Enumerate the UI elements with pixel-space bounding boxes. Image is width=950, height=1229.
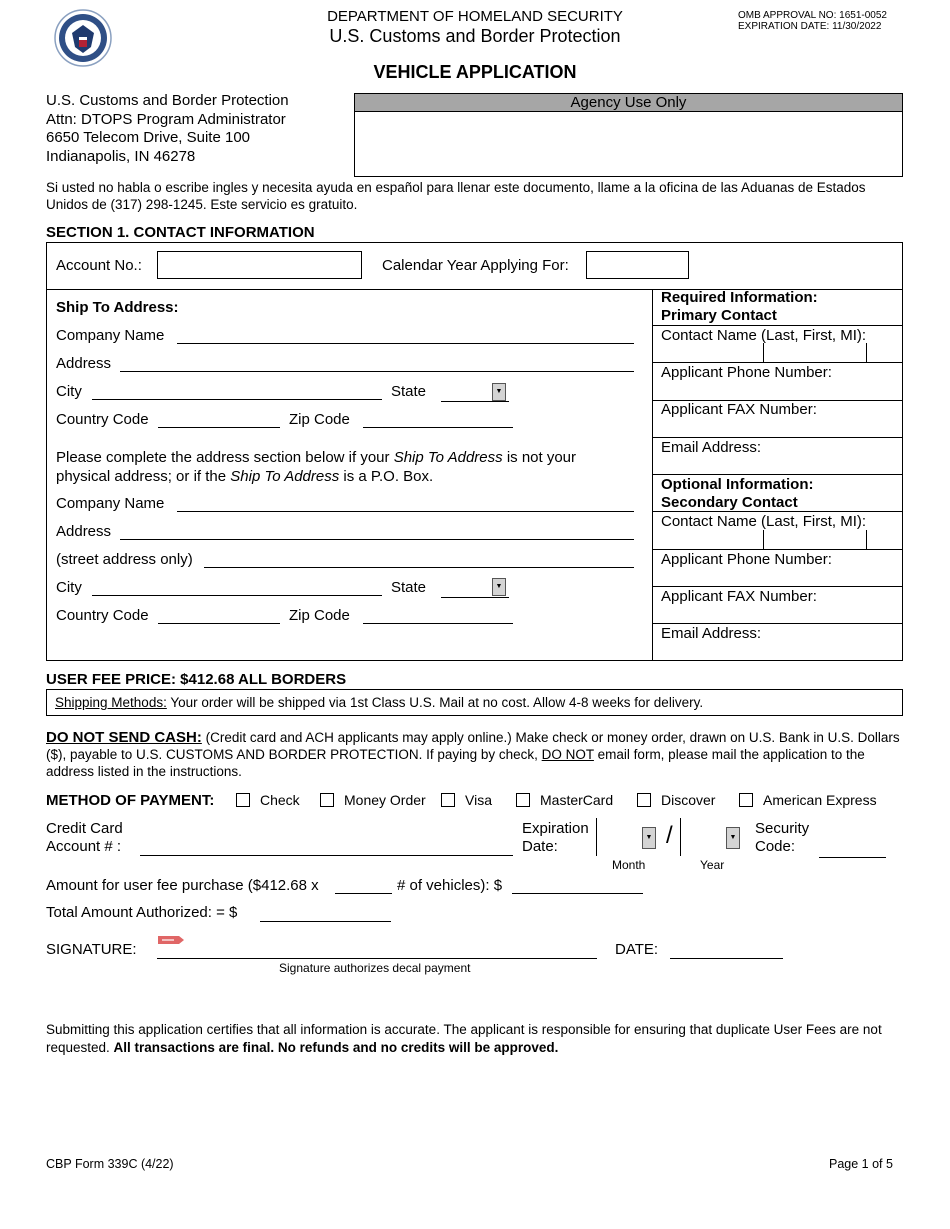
expiration-label: [522, 820, 589, 856]
primary-phone-label: Applicant Phone Number:: [661, 364, 832, 381]
date-field[interactable]: [670, 958, 783, 959]
zip-code-2-field[interactable]: [363, 623, 513, 624]
note-text: Please complete the address section below if your: [56, 449, 394, 466]
street-only-field[interactable]: [204, 567, 634, 568]
ship-to-title: Ship To Address:: [56, 299, 179, 316]
address-2-field[interactable]: [120, 539, 634, 540]
cash-text: (Credit card and ACH applicants may apply online.) Make check or money order, drawn on U.S. Bank in U.S. Dollars ($), payable to U.S. CUSTOMS AND BORDER PROTECTION. If paying by check,: [46, 730, 900, 762]
sign-here-tag[interactable]: [158, 931, 184, 939]
money-order-checkbox[interactable]: [320, 793, 334, 807]
name-divider: [763, 530, 764, 549]
security-code-field[interactable]: [819, 857, 886, 858]
cash-label: DO NOT SEND CASH:: [46, 729, 202, 746]
month-label: Month: [612, 858, 646, 872]
country-code-2-field[interactable]: [158, 623, 280, 624]
physical-address-note: [56, 448, 616, 486]
month-dropdown[interactable]: ▼: [642, 827, 656, 849]
country-code-field[interactable]: [158, 427, 280, 428]
note-italic: Ship To Address: [230, 468, 340, 485]
city-2-label: City: [56, 579, 82, 596]
visa-label: Visa: [465, 792, 492, 808]
address-line-2: Attn: DTOPS Program Administrator: [46, 110, 286, 128]
check-label: Check: [260, 792, 300, 808]
date-label: DATE:: [615, 941, 659, 958]
divider: [652, 586, 903, 587]
agency-use-header: Agency Use Only: [355, 94, 902, 112]
zip-code-2-label: Zip Code: [289, 607, 350, 624]
divider: [652, 362, 903, 363]
account-label: Account No.:: [56, 257, 142, 274]
cash-text: email form, please mail the application to the address listed in the instructions.: [46, 747, 865, 779]
year-label: Year: [700, 858, 725, 872]
section-1-title: SECTION 1. CONTACT INFORMATION: [46, 224, 315, 241]
signature-label: SIGNATURE:: [46, 941, 137, 958]
form-number: CBP Form 339C (4/22): [46, 1157, 174, 1171]
vehicles-count-field[interactable]: [335, 893, 392, 894]
cc-label-1: Credit Card: [46, 820, 123, 837]
expiration-date: EXPIRATION DATE: 11/30/2022: [738, 21, 882, 32]
address-field[interactable]: [120, 371, 634, 372]
company-name-field[interactable]: [177, 343, 634, 344]
company-name-label: Company Name: [56, 327, 165, 344]
certification-text: [46, 1021, 906, 1057]
divider: [652, 437, 903, 438]
certify-text: Submitting this application certifies that all information is accurate. The applicant is responsible for ensuring that duplicate User Fees are not requested.: [46, 1022, 882, 1055]
divider: [652, 623, 903, 624]
discover-label: Discover: [661, 792, 716, 808]
street-only-label: (street address only): [56, 551, 193, 568]
secondary-fax-label: Applicant FAX Number:: [661, 588, 817, 605]
secondary-phone-label: Applicant Phone Number:: [661, 551, 832, 568]
american-express-label: American Express: [763, 792, 877, 808]
department-name: DEPARTMENT OF HOMELAND SECURITY: [327, 8, 623, 25]
address-line-3: 6650 Telecom Drive, Suite 100: [46, 129, 251, 146]
page-number: Page 1 of 5: [829, 1157, 893, 1171]
state-label: State: [391, 383, 427, 400]
signature-note: Signature authorizes decal payment: [279, 961, 471, 975]
address-2-label: Address: [56, 523, 112, 540]
divider: [652, 549, 903, 550]
year-dropdown[interactable]: ▼: [726, 827, 740, 849]
sec-label-1: Security: [755, 820, 810, 837]
agency-name: U.S. Customs and Border Protection: [329, 26, 621, 46]
state-dropdown[interactable]: ▼: [492, 383, 506, 401]
optional-info-title: [661, 476, 813, 512]
signature-field[interactable]: [157, 958, 597, 959]
mastercard-checkbox[interactable]: [516, 793, 530, 807]
shipping-label: Shipping Methods:: [55, 695, 167, 710]
cash-do-not: DO NOT: [541, 747, 594, 762]
account-input[interactable]: [157, 251, 362, 279]
credit-card-label: [46, 820, 123, 856]
country-code-label: Country Code: [56, 411, 149, 428]
omb-approval: OMB APPROVAL NO: 1651-0052: [738, 10, 887, 21]
city-label: City: [56, 383, 82, 400]
user-fee-title: USER FEE PRICE: $412.68 ALL BORDERS: [46, 671, 347, 688]
company-name-2-label: Company Name: [56, 495, 165, 512]
sign-here-icon: [158, 936, 184, 944]
credit-card-field[interactable]: [140, 855, 513, 856]
state-2-dropdown[interactable]: ▼: [492, 578, 506, 596]
city-2-field[interactable]: [92, 595, 382, 596]
check-checkbox[interactable]: [236, 793, 250, 807]
country-code-2-label: Country Code: [56, 607, 149, 624]
exp-divider: [596, 818, 597, 856]
name-divider: [866, 343, 867, 362]
note-italic: Ship To Address: [393, 449, 503, 466]
note-text: is not your physical address; or if the: [56, 449, 577, 485]
address-line-4: Indianapolis, IN 46278: [46, 147, 196, 165]
note-text: is a P.O. Box.: [339, 468, 434, 485]
calendar-year-label: Calendar Year Applying For:: [382, 257, 569, 274]
american-express-checkbox[interactable]: [739, 793, 753, 807]
shipping-detail: Your order will be shipped via 1st Class U.S. Mail at no cost. Allow 4-8 weeks for delivery.: [166, 695, 704, 710]
security-code-label: [755, 820, 809, 856]
name-divider: [866, 530, 867, 549]
mastercard-label: MasterCard: [540, 792, 614, 808]
spanish-notice: Si usted no habla o escribe ingles y necesita ayuda en español para llenar este documento, llame a la oficina de las Aduanas de Estados Unidos de (317) 298-1245. Este servicio es gratuito.: [46, 180, 866, 212]
exp-label-1: Expiration: [522, 820, 589, 837]
total-field[interactable]: [260, 921, 391, 922]
amount-label: Amount for user fee purchase ($412.68 x: [46, 877, 319, 894]
secondary-contact-name-label: Contact Name (Last, First, MI):: [661, 513, 867, 530]
vehicles-label: # of vehicles): $: [397, 877, 503, 894]
address-label: Address: [56, 355, 112, 372]
page-title: VEHICLE APPLICATION: [373, 62, 577, 82]
primary-fax-label: Applicant FAX Number:: [661, 401, 817, 418]
exp-divider: [680, 818, 681, 856]
amount-field[interactable]: [512, 893, 643, 894]
money-order-label: Money Order: [344, 792, 426, 808]
agency-use-box: [354, 93, 903, 177]
divider: [652, 511, 903, 512]
exp-label-2: Date:: [522, 838, 558, 855]
cc-label-2: Account # :: [46, 838, 122, 855]
certify-bold: All transactions are final. No refunds and no credits will be approved.: [113, 1040, 559, 1055]
address-line-1: U.S. Customs and Border Protection: [46, 92, 289, 109]
city-field[interactable]: [92, 399, 382, 400]
sec-label-2: Code:: [755, 838, 796, 855]
secondary-contact-text: Secondary Contact: [661, 494, 798, 511]
cash-notice: [46, 729, 906, 780]
total-label: Total Amount Authorized: = $: [46, 904, 238, 921]
secondary-email-label: Email Address:: [661, 625, 762, 642]
state-2-label: State: [391, 579, 427, 596]
primary-contact-name-label: Contact Name (Last, First, MI):: [661, 327, 867, 344]
exp-slash: /: [666, 822, 673, 849]
zip-code-label: Zip Code: [289, 411, 350, 428]
visa-checkbox[interactable]: [441, 793, 455, 807]
divider: [652, 474, 903, 475]
required-info-title: [661, 289, 818, 325]
primary-contact-text: Primary Contact: [661, 307, 777, 324]
discover-checkbox[interactable]: [637, 793, 651, 807]
mail-address: [46, 92, 289, 166]
state-2-field[interactable]: [441, 597, 509, 598]
calendar-year-input[interactable]: [586, 251, 689, 279]
seal-icon: [54, 9, 112, 67]
name-divider: [763, 343, 764, 362]
primary-email-label: Email Address:: [661, 439, 762, 456]
dhs-seal: [54, 9, 112, 67]
state-field[interactable]: [441, 401, 509, 402]
divider: [652, 325, 903, 326]
payment-title: METHOD OF PAYMENT:: [46, 792, 215, 809]
required-title-text: Required Information:: [661, 289, 818, 306]
company-name-2-field[interactable]: [177, 511, 634, 512]
optional-title-text: Optional Information:: [661, 476, 814, 493]
zip-code-field[interactable]: [363, 427, 513, 428]
shipping-text: [55, 695, 703, 710]
